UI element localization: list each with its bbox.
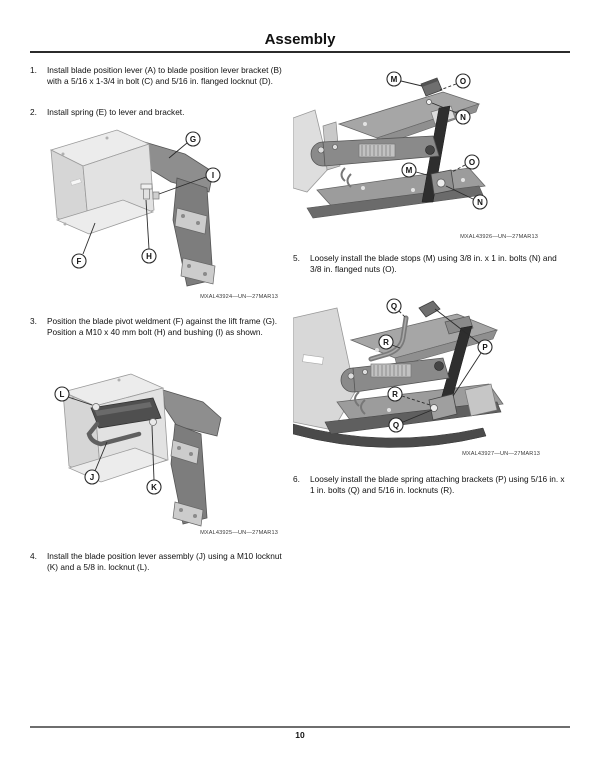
step-4-number: 4. [30, 551, 37, 561]
figure-4-caption: MXAL43927—UN—27MAR13 [462, 451, 540, 457]
callout-M-bottom [402, 163, 431, 177]
svg-text:J: J [89, 473, 95, 482]
svg-text:G: G [189, 135, 197, 144]
svg-text:O: O [468, 158, 476, 167]
callout-M-top [387, 72, 422, 86]
callout-Q-top [387, 299, 405, 317]
svg-text:N: N [460, 113, 466, 122]
figure-spring-brackets [293, 292, 573, 452]
figure-blade-stops [293, 62, 573, 234]
svg-text:R: R [383, 338, 389, 347]
step-1-text: Install blade position lever (A) to blade position lever bracket (B) with a 5/16 x 1-3/4 in bolt (C) and 5/16 in. flanged locknut (D). [47, 65, 282, 86]
lift-frame-art [163, 390, 221, 526]
step-1-number: 1. [30, 65, 37, 75]
figure-lever-assembly [35, 368, 285, 528]
step-2 [30, 107, 286, 118]
weldment-art [51, 130, 154, 234]
step-4 [30, 551, 286, 573]
step-4-text: Install the blade position lever assembly (J) using a M10 locknut (K) and a 5/8 in. locknut (L). [47, 551, 282, 572]
svg-text:F: F [76, 257, 82, 266]
step-2-text: Install spring (E) to lever and bracket. [47, 107, 185, 117]
step-2-number: 2. [30, 107, 37, 117]
step-6-text: Loosely install the blade spring attaching brackets (P) using 5/16 in. x 1 in. bolts (Q) and 5/16 in. locknuts (R). [310, 474, 565, 495]
svg-text:H: H [146, 252, 152, 261]
callout-O-top [440, 74, 470, 90]
step-3 [30, 316, 286, 338]
svg-text:I: I [211, 171, 215, 180]
step-6 [293, 474, 565, 496]
svg-text:L: L [59, 390, 65, 399]
svg-text:Q: Q [390, 302, 398, 311]
figure-blade-pivot-weldment [35, 120, 285, 292]
svg-text:M: M [405, 166, 413, 175]
figure-3-caption: MXAL43926—UN—27MAR13 [460, 234, 538, 240]
step-1 [30, 65, 286, 87]
page-number: 10 [295, 730, 305, 740]
svg-text:N: N [477, 198, 483, 207]
footer-rule [30, 726, 570, 728]
figure-2-caption: MXAL43925—UN—27MAR13 [200, 530, 278, 536]
step-3-number: 3. [30, 316, 37, 326]
title-rule [30, 51, 570, 53]
svg-text:R: R [392, 390, 398, 399]
step-3-text: Position the blade pivot weldment (F) against the lift frame (G). Position a M10 x 40 mm bolt (H) and bushing (I) as shown. [47, 316, 278, 337]
figure-1-caption: MXAL43924—UN—27MAR13 [200, 294, 278, 300]
step-5 [293, 253, 565, 275]
svg-text:Q: Q [392, 421, 400, 430]
step-6-number: 6. [293, 474, 300, 484]
step-5-number: 5. [293, 253, 300, 263]
page-title: Assembly [264, 31, 336, 48]
svg-text:O: O [459, 77, 467, 86]
step-5-text: Loosely install the blade stops (M) using 3/8 in. x 1 in. bolts (N) and 3/8 in. flanged nuts (O). [310, 253, 557, 274]
svg-text:M: M [390, 75, 398, 84]
svg-text:P: P [482, 343, 488, 352]
svg-text:K: K [151, 483, 157, 492]
